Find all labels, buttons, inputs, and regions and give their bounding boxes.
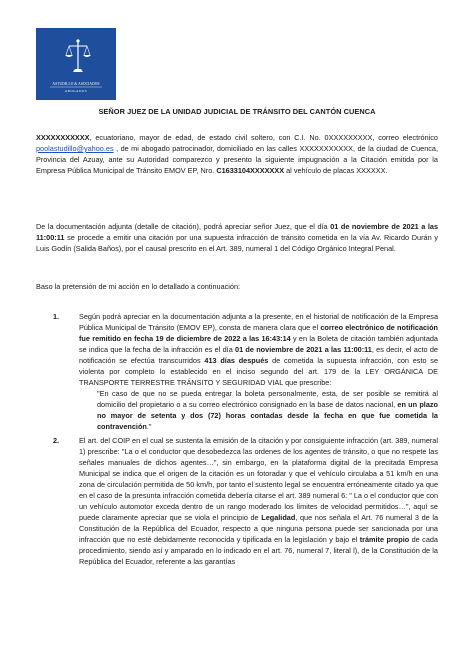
para2-text-2: se procede a emitir una citación por una supuesta infracción de tránsito cometida en la vía Av. Ricardo Durán y Luis Godín (Salida Baños), por el causal prescrito en el Art. 389, numeral 1 del Código Orgánico Integral Penal. [36, 233, 438, 253]
proper-procedure-term: trámite propio [359, 535, 410, 544]
item2-text-1: El art. del COIP en el cual se sustenta la emisión de la citación y por consiguiente infracción (art. 389, numeral 1) prescribe: "La o el conductor que desobedezca las ordenes de los agentes de tránsito, o que no respete las señales manuales de dichos agentes…", sin embargo, en la plataforma digital de la precitada Empresa Municipal se indica que el origen de la citación es un fotoradar y que el vehículo circulaba a 51 km/h en una zona de circulación permitida de 50 km/h, por tanto el sustento legal se encuentra erróneamente citado ya que en el caso de la presunta infracción cometida debería citarse el art. 389 numeral 6: " La o el conductor que con un vehículo automotor exceda dentro de un rango moderado los límites de velocidad permitidos…", aquí se puede claramente apreciar que se viola el principio de [79, 436, 438, 522]
intro-text-1: , ecuatoriano, mayor de edad, de estado civil soltero, con C.I. No. 0XXXXXXXXX, correo electrónico [89, 133, 438, 142]
item1-text-1: Según podrá apreciar en la documentación adjunta a la presente, en el historial de notificación de la Empresa Pública Municipal de Tránsito (EMOV EP), consta de manera clara que el [79, 312, 438, 332]
law-quote [79, 388, 438, 432]
document-title: SEÑOR JUEZ DE LA UNIDAD JUDICIAL DE TRÁNSITO DEL CANTÓN CUENCA [98, 107, 376, 116]
argument-item-1 [79, 311, 438, 432]
intro-paragraph [36, 132, 438, 176]
intro-text-3: al vehículo de placas XXXXXX. [284, 166, 388, 175]
item1-text-2: y en la Boleta de citación también adjuntada se indica que la fecha de la infracción es el día [79, 334, 438, 354]
quote-text-2: ." [146, 422, 152, 431]
item1-text-4: de cometida la supuesta infracción, con esto se violenta por completo lo establecido en el inciso segundo del art. 179 de la LEY ORGÁNICA DE TRANSPORTE TERRESTRE TRÁNSITO Y SEGURIDAD VIAL que prescribe: [79, 356, 439, 387]
para2-text-1: De la documentación adjunta (detalle de citación), podrá apreciar señor Juez, que el día [36, 222, 331, 231]
days-elapsed: 413 días después [204, 356, 269, 365]
quote-text-1: "En caso de que no se pueda entregar la boleta personalmente, esta, de ser posible se remitirá al domicilio del propietario o a su correo electrónico consignado en la base de datos nacional, [97, 389, 438, 409]
item-number-2: 2. [53, 436, 60, 445]
legality-term: Legalidad [261, 513, 296, 522]
item2-text-3: de cada procedimiento, siendo así y amparado en lo indicado en el art. 76, numeral 7, literal l), de la Constitución de la República del Ecuador, referente a las garantías [79, 535, 438, 566]
law-firm-logo [36, 28, 116, 100]
infraction-date: 01 de noviembre de 2021 a las 11:00:11 [36, 222, 439, 242]
notification-date: correo electrónico de notificación fue remitido en fecha 19 de diciembre de 2022 a las 16:43:14 [79, 323, 438, 343]
item1-text-3: , es decir, el acto de notificación se efectúa transcurridos [79, 345, 438, 365]
email-link[interactable]: poolastudillo@yahoo.es [36, 144, 114, 153]
argument-item-2 [79, 435, 438, 567]
item2-text-2: , que nos señala el Art. 76 numeral 3 de la Constitución de la República del Ecuador, respecto a que ninguna persona puede ser sancionada por una infracción que no esté debidamente reconocida y tipificada en la legislación y bajo el [79, 513, 439, 544]
citation-paragraph [36, 221, 438, 254]
client-name: XXXXXXXXXXX [36, 133, 90, 142]
quote-deadline: en un plazo no mayor de setenta y dos (72) horas contadas desde la fecha en que fue cometida la contravención [97, 400, 438, 431]
firm-name: ASTUDILLO & ASOCIADOS [52, 82, 100, 86]
item-number-1: 1. [53, 312, 60, 321]
firm-tagline: ABOGADOS [64, 89, 88, 93]
citation-number: C1633104XXXXXXX [216, 166, 285, 175]
intro-text-2: , de mi abogado patrocinador, domiciliado en las calles XXXXXXXXXXX, de la ciudad de Cuenca, Provincia del Azuay, ante su Autoridad comparezco y presento la siguiente impugnación a la Citación emitida por la Empresa Pública Municipal de Tránsito EMOV EP, Nro. [36, 144, 438, 175]
item1-infraction-date: 01 de noviembre de 2021 a las 11:00:11 [235, 345, 372, 354]
basis-paragraph: Baso la pretensión de mi acción en lo detallado a continuación: [36, 282, 241, 291]
